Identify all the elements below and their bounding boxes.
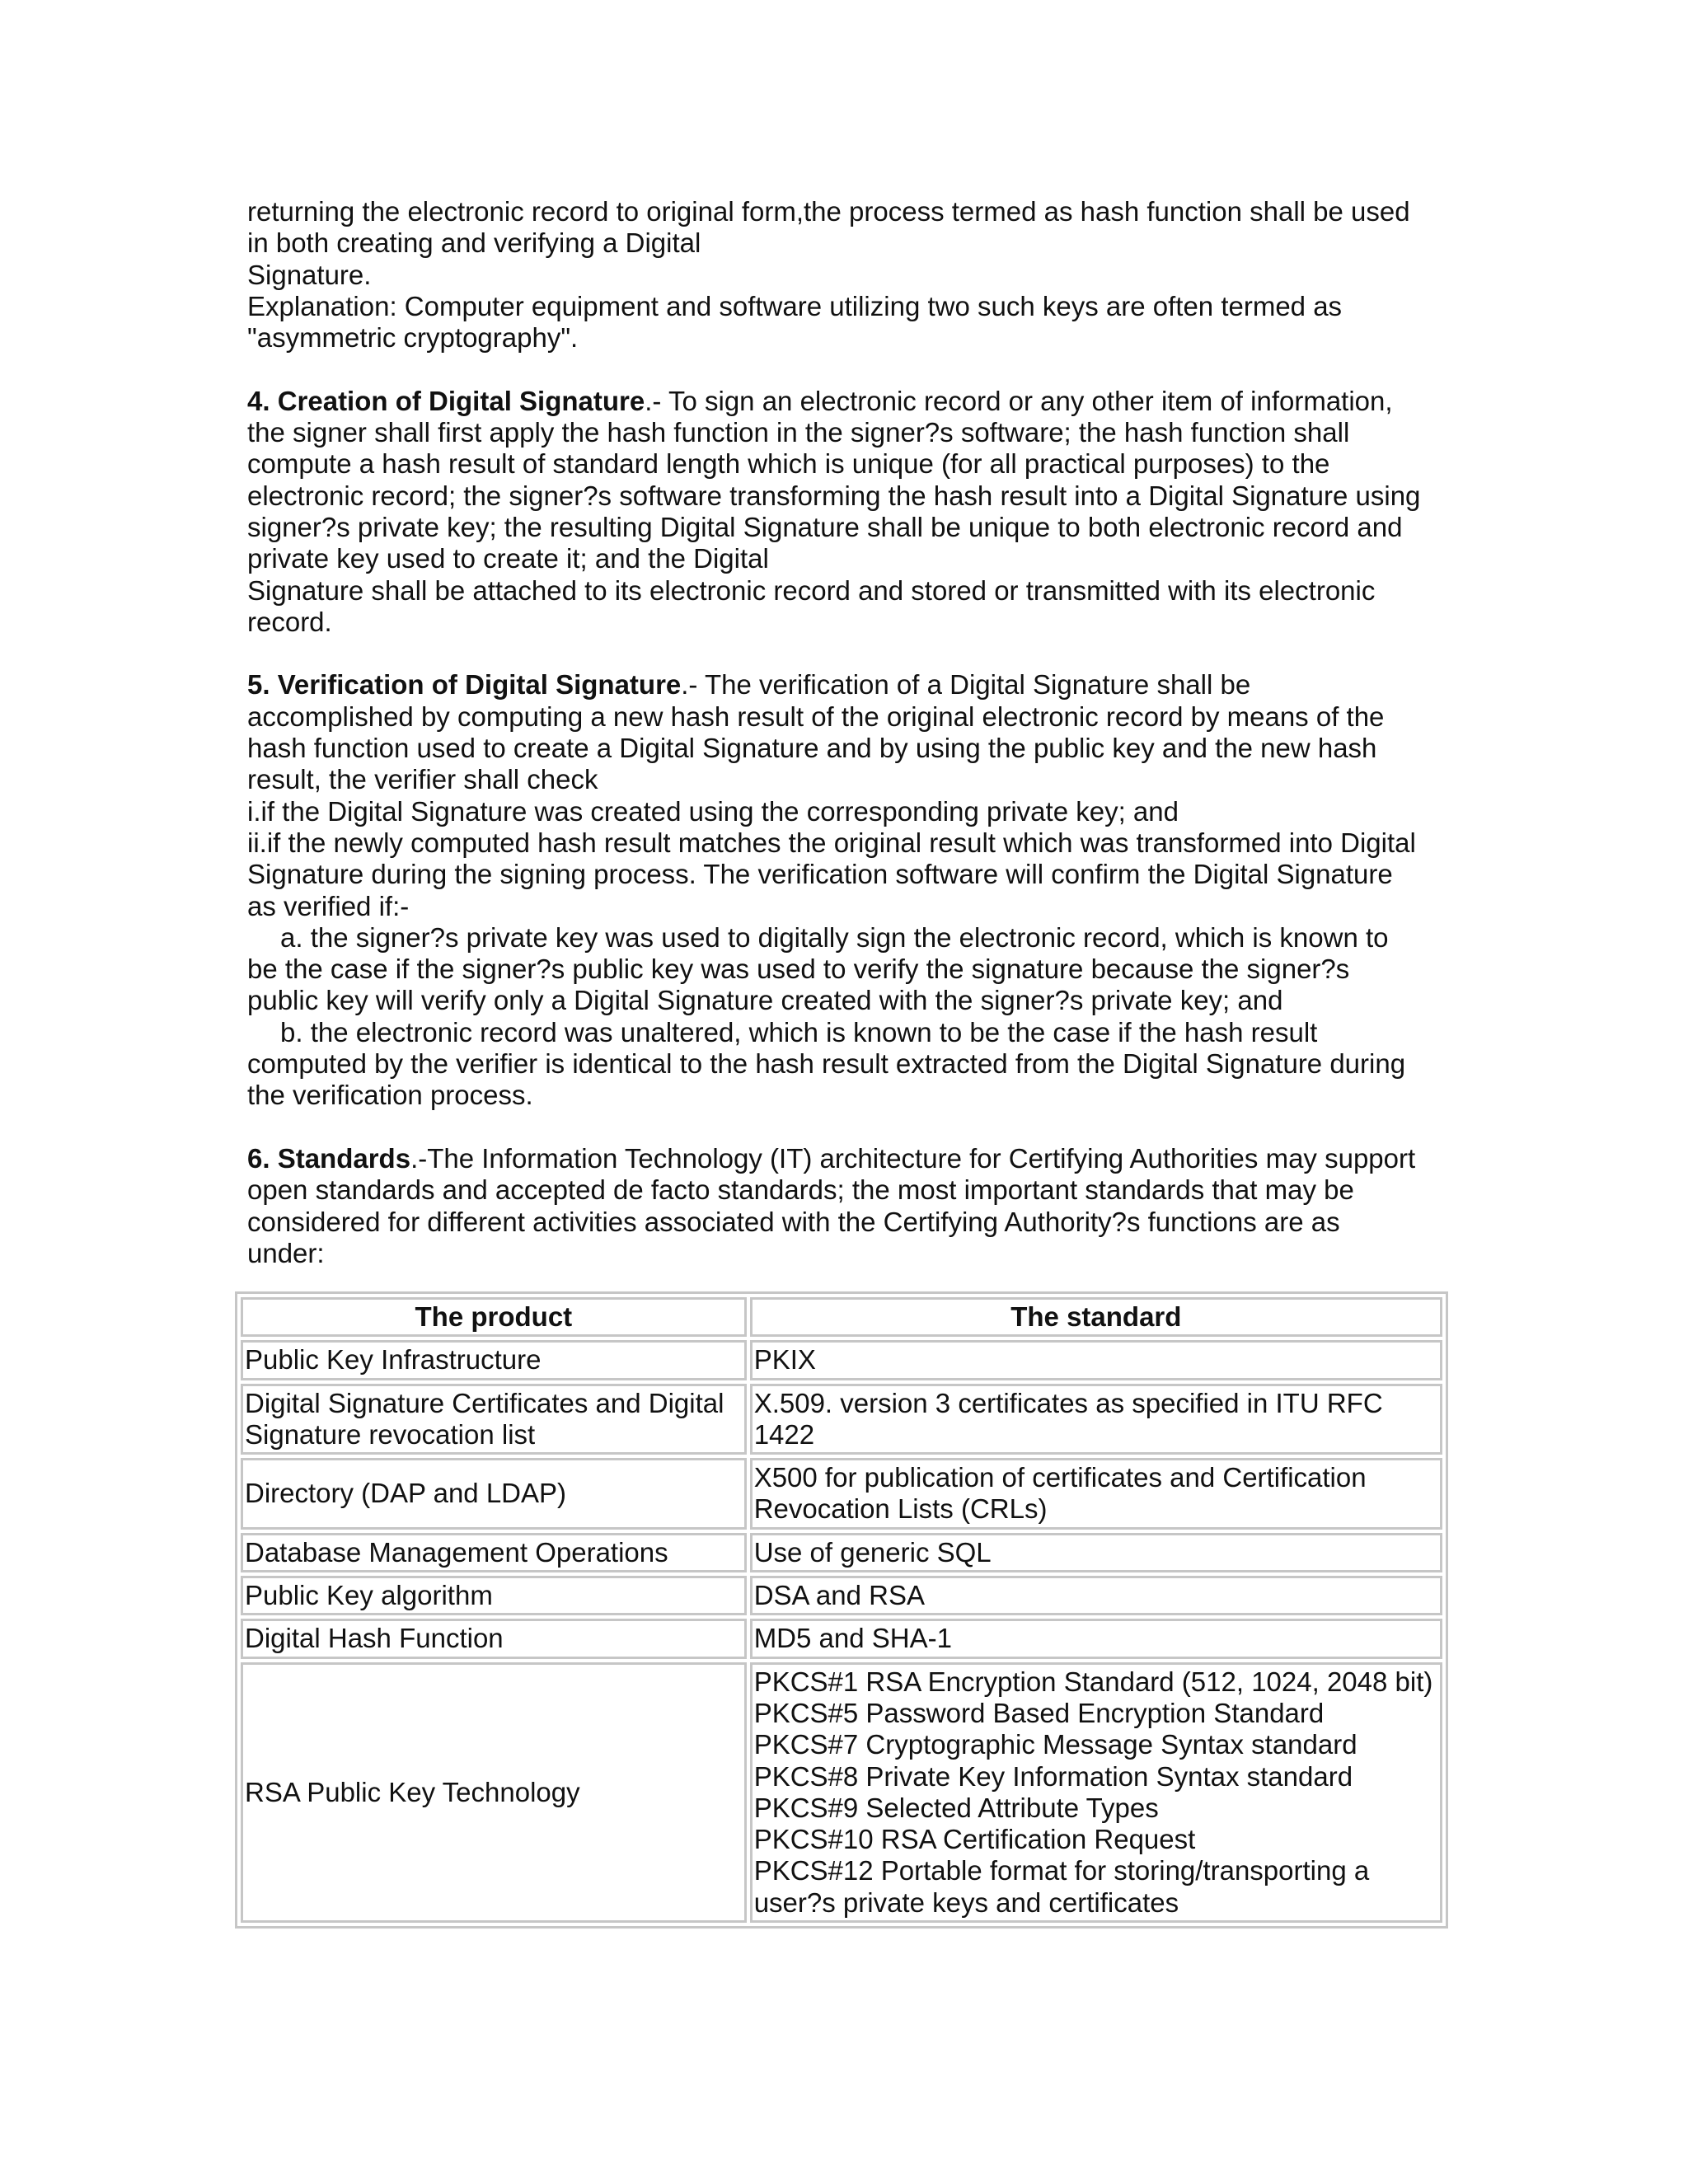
cell-text: RSA Public Key Technology [245,1776,580,1807]
standard-cell [750,1458,1442,1530]
cell-text: DSA and RSA [753,1580,925,1611]
standard-cell [750,1384,1442,1455]
cell-text: Public Key algorithm [245,1580,493,1611]
standard-cell [750,1533,1442,1572]
cell-text: X.509. version 3 certificates as specified in ITU RFC [753,1387,1383,1418]
section-6-first-line [247,1143,1451,1174]
section-5-lead: .- The verification of a Digital Signature shall be [681,669,1251,701]
section-4-line: private key used to create it; and the Digital [247,543,769,574]
cell-text: Public Key Infrastructure [245,1344,542,1376]
section-5-line: ii.if the newly computed hash result matches the original result which was transformed into Digital [247,827,1416,858]
section-5-line: as verified if:- [247,890,410,921]
cell-text: PKIX [753,1344,816,1376]
section-4-line: signer?s private key; the resulting Digital Signature shall be unique to both electronic record and [247,511,1403,542]
cell-text: PKCS#10 RSA Certification Request [753,1824,1196,1855]
table-row [241,1458,1442,1530]
section-5-heading: 5. Verification of Digital Signature [247,669,682,701]
section-5-line: hash function used to create a Digital Signature and by using the public key and the new hash [247,733,1377,764]
table-row [241,1619,1442,1658]
cell-text: Use of generic SQL [753,1536,992,1568]
product-cell [241,1384,747,1455]
section-5-line: Signature during the signing process. The verification software will confirm the Digital Signature [247,859,1393,890]
standard-cell [750,1619,1442,1658]
cell-text: Database Management Operations [245,1536,668,1568]
section-5-item-a-line: public key will verify only a Digital Signature created with the signer?s private key; and [247,985,1283,1016]
intro-line: Signature. [247,259,372,290]
intro-line: returning the electronic record to original form,the process termed as hash function shall be used [247,196,1410,227]
section-5-item-b-line: the verification process. [247,1080,533,1111]
standards-table [235,1291,1448,1929]
column-header-standard: The standard [750,1297,1442,1337]
section-5-item-b-line: computed by the verifier is identical to the hash result extracted from the Digital Signature during [247,1048,1406,1080]
section-5-line: result, the verifier shall check [247,764,598,795]
spacer [247,1112,1451,1143]
product-cell [241,1340,747,1380]
cell-text: Digital Signature Certificates and Digital [245,1387,724,1418]
section-4-line: electronic record; the signer?s software transforming the hash result into a Digital Signature using [247,480,1421,511]
section-4-line: the signer shall first apply the hash function in the signer?s software; the hash function shall [247,417,1350,448]
product-cell [241,1576,747,1615]
table-row [241,1340,1442,1380]
cell-text: Signature revocation list [245,1418,536,1450]
cell-text: PKCS#7 Cryptographic Message Syntax standard [753,1729,1357,1760]
section-5-line: i.if the Digital Signature was created using the corresponding private key; and [247,795,1179,827]
product-cell [241,1662,747,1923]
section-6-line: open standards and accepted de facto standards; the most important standards that may be [247,1174,1354,1206]
standard-cell [750,1340,1442,1380]
section-6-standards [247,1143,1451,1269]
spacer [247,354,1451,385]
cell-text: PKCS#8 Private Key Information Syntax standard [753,1760,1353,1792]
section-5-verification [247,669,1451,1111]
section-5-line: accomplished by computing a new hash result of the original electronic record by means of the [247,701,1385,732]
section-4-line: compute a hash result of standard length which is unique (for all practical purposes) to the [247,448,1330,480]
section-4-line: record. [247,606,332,637]
cell-text: Revocation Lists (CRLs) [753,1493,1048,1525]
section-4-first-line [247,386,1451,417]
table-row [241,1384,1442,1455]
cell-text: 1422 [753,1418,815,1450]
table-row [241,1662,1442,1923]
section-4-heading: 4. Creation of Digital Signature [247,385,645,416]
section-6-heading: 6. Standards [247,1142,411,1174]
intro-line: in both creating and verifying a Digital [247,227,701,259]
table-row [241,1576,1442,1615]
cell-text: PKCS#9 Selected Attribute Types [753,1792,1159,1823]
cell-text: PKCS#1 RSA Encryption Standard (512, 1024, 2048 bit) [753,1666,1433,1697]
table-header-row [241,1297,1442,1337]
product-cell [241,1533,747,1572]
cell-text: Directory (DAP and LDAP) [245,1478,567,1509]
section-4-creation [247,386,1451,638]
product-cell [241,1619,747,1658]
table-row [241,1533,1442,1572]
section-5-item-a: a. the signer?s private key was used to digitally sign the electronic record, which is known to [280,921,1389,953]
product-cell [241,1458,747,1530]
column-header-product: The product [241,1297,747,1337]
section-6-line: considered for different activities associated with the Certifying Authority?s functions are as [247,1206,1340,1237]
section-4-lead: .- To sign an electronic record or any other item of information, [645,385,1393,416]
intro-line: Explanation: Computer equipment and software utilizing two such keys are often termed as [247,290,1343,321]
intro-line: "asymmetric cryptography". [247,322,579,354]
section-6-lead: .-The Information Technology (IT) architecture for Certifying Authorities may support [410,1142,1416,1174]
section-5-item-b: b. the electronic record was unaltered, which is known to be the case if the hash result [280,1016,1318,1047]
standard-cell [750,1662,1442,1923]
spacer [247,638,1451,669]
cell-text: user?s private keys and certificates [753,1886,1179,1918]
cell-text: PKCS#12 Portable format for storing/transporting a [753,1855,1370,1886]
section-4-line: Signature shall be attached to its electronic record and stored or transmitted with its electronic [247,574,1376,606]
cell-text: PKCS#5 Password Based Encryption Standard [753,1697,1325,1728]
cell-text: MD5 and SHA-1 [753,1623,952,1654]
cell-text: X500 for publication of certificates and Certification [753,1462,1367,1493]
document-body [247,196,1451,1269]
section-6-line: under: [247,1237,325,1268]
standard-cell [750,1576,1442,1615]
cell-text: Digital Hash Function [245,1623,504,1654]
section-5-first-line [247,669,1451,701]
intro-paragraph [247,196,1451,354]
section-5-item-a-line: be the case if the signer?s public key was used to verify the signature because the signer?s [247,954,1350,985]
